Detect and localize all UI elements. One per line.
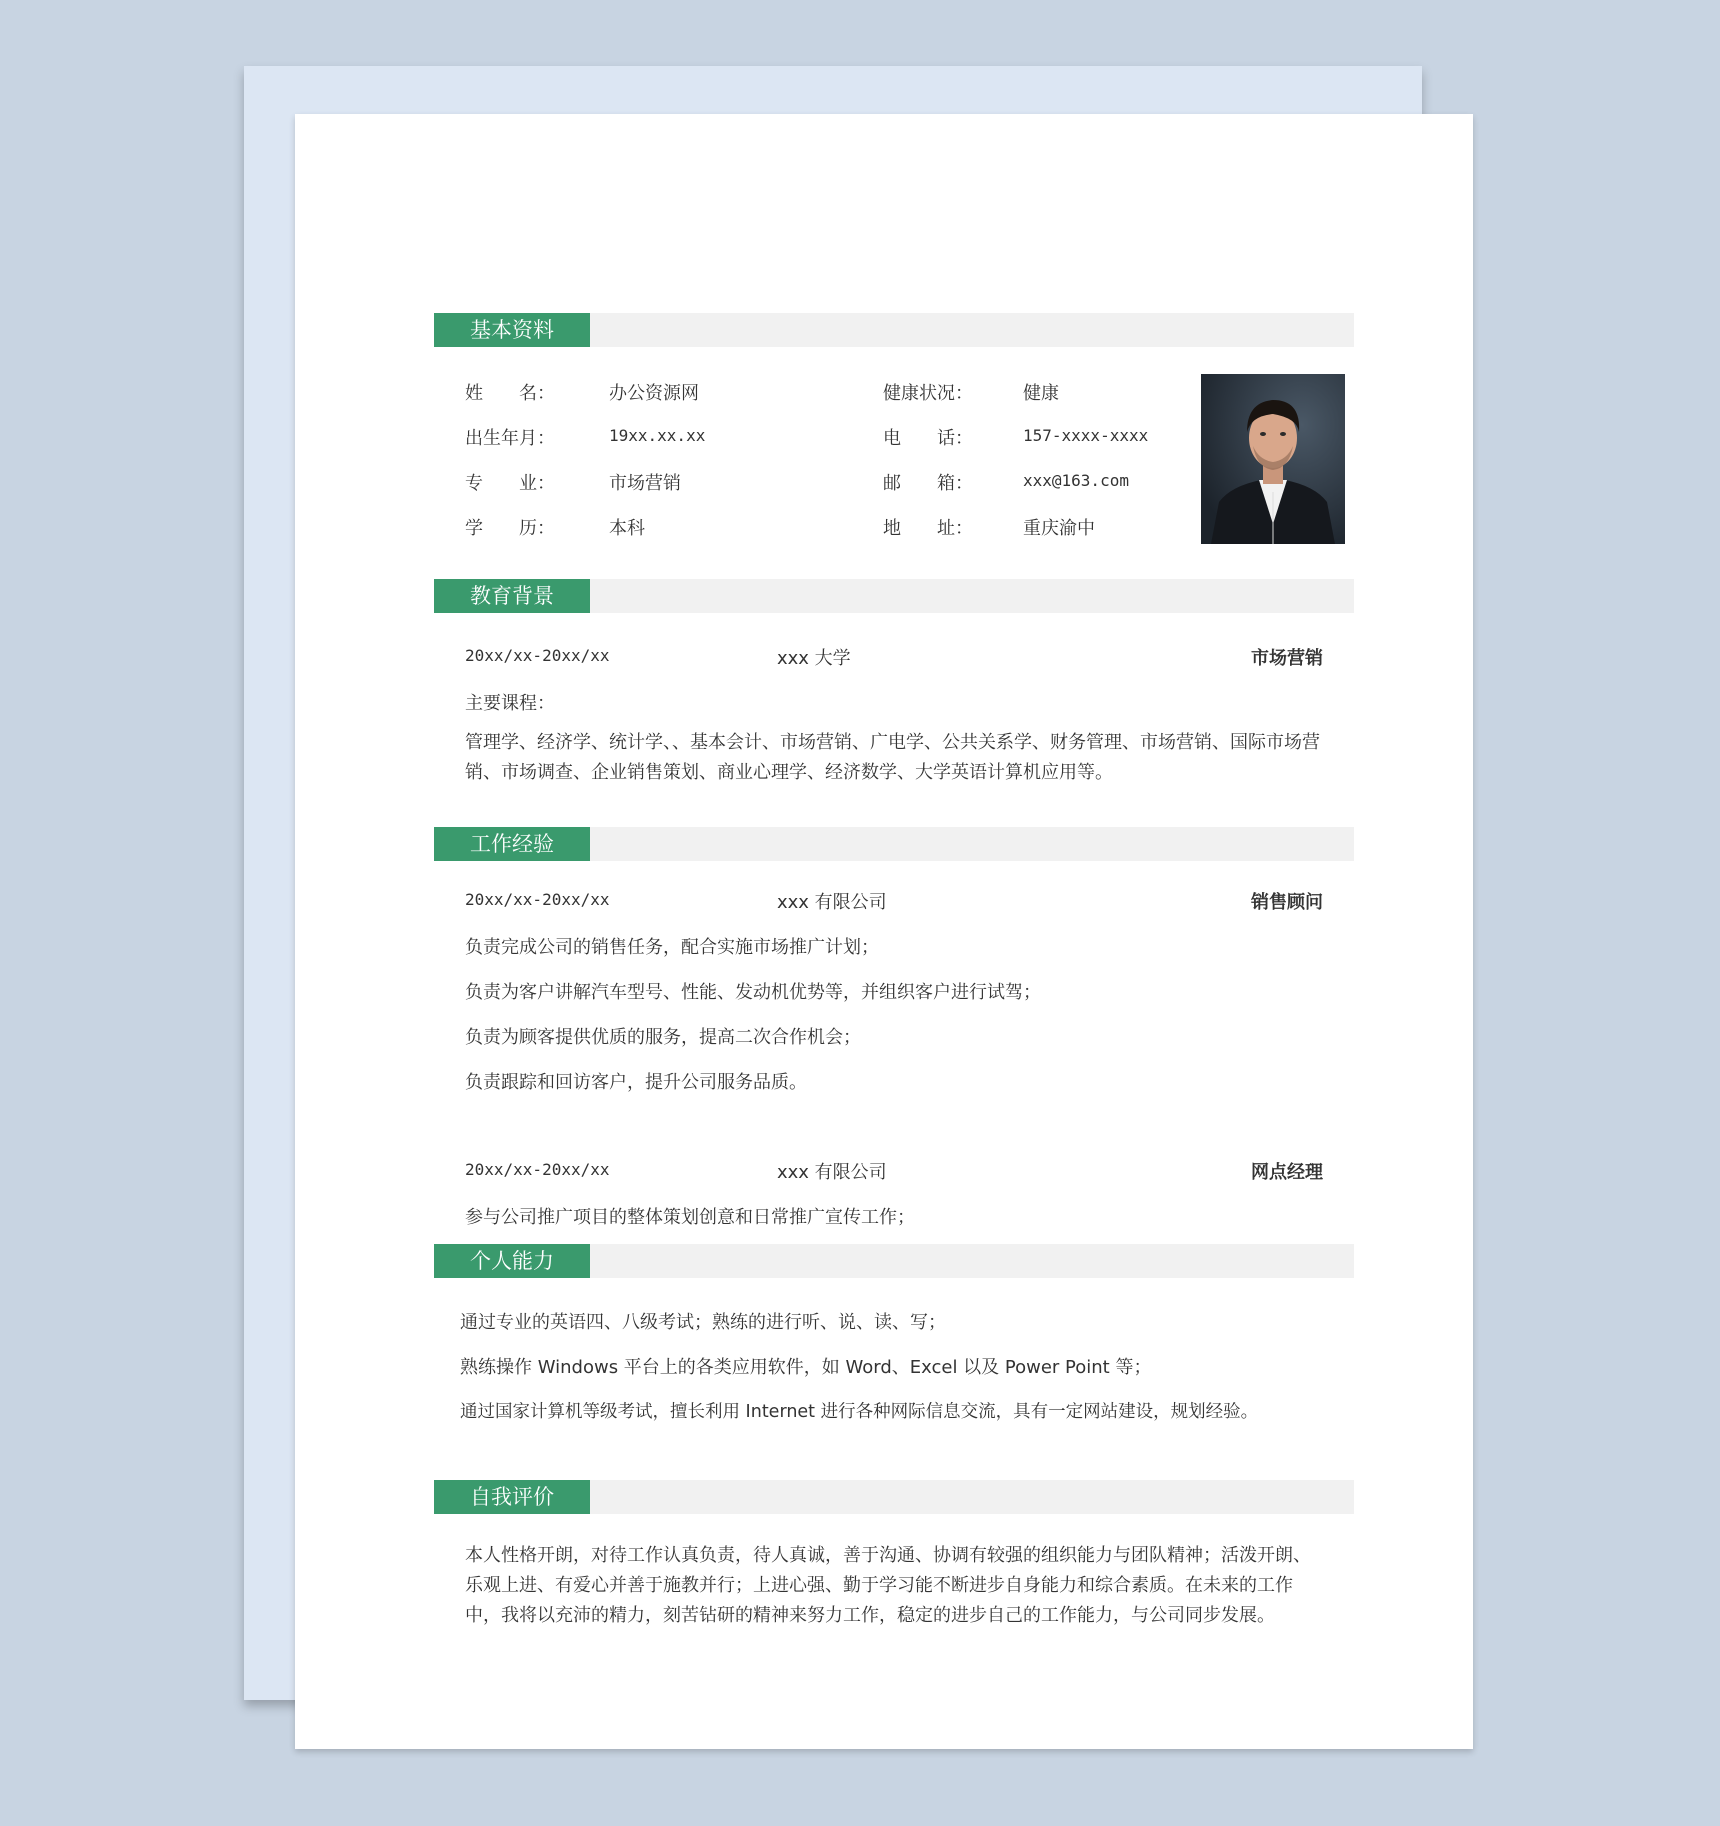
section-title: 教育背景 — [434, 579, 590, 613]
self-evaluation-text: 本人性格开朗，对待工作认真负责，待人真诚，善于沟通、协调有较强的组织能力与团队精神；活泼开朗、乐观上进、有爱心并善于施教并行；上进心强、勤于学习能不断进步自身能力和综合素质。在未来的工作中，我将以充沛的精力，刻苦钻研的精神来努力工作，稳定的进步自己的工作能力，与公司同步发展。 — [465, 1545, 1311, 1626]
section-basic-header — [434, 313, 1354, 347]
degree-value: 本科 — [609, 518, 645, 539]
work-period: 20xx/xx-20xx/xx — [465, 1160, 610, 1179]
section-title: 自我评价 — [434, 1480, 590, 1514]
skill-item: 熟练操作 Windows 平台上的各类应用软件，如 Word、Excel 以及 Power Point 等； — [460, 1357, 1152, 1378]
work-duty: 负责跟踪和回访客户，提升公司服务品质。 — [465, 1072, 807, 1093]
major-value: 市场营销 — [609, 473, 681, 494]
work-duty: 负责为顾客提供优质的服务，提高二次合作机会； — [465, 1027, 861, 1048]
skill-item: 通过专业的英语四、八级考试；熟练的进行听、说、读、写； — [460, 1312, 946, 1333]
email-label: 邮 箱： — [883, 473, 973, 494]
work-role: 网点经理 — [1251, 1162, 1323, 1183]
resume-page — [295, 114, 1473, 1749]
section-self-header — [434, 1480, 1354, 1514]
work-period: 20xx/xx-20xx/xx — [465, 890, 610, 909]
work-company: xxx 有限公司 — [777, 1162, 887, 1183]
address-value: 重庆渝中 — [1023, 518, 1095, 539]
birth-label: 出生年月： — [465, 428, 555, 449]
section-work-header — [434, 827, 1354, 861]
name-value: 办公资源网 — [609, 383, 699, 404]
address-label: 地 址： — [883, 518, 973, 539]
major-label: 专 业： — [465, 473, 555, 494]
work-duty: 负责为客户讲解汽车型号、性能、发动机优势等，并组织客户进行试驾； — [465, 982, 1041, 1003]
phone-label: 电 话： — [883, 428, 973, 449]
courses-text: 管理学、经济学、统计学、、基本会计、市场营销、广电学、公共关系学、财务管理、市场营销、国际市场营销、市场调查、企业销售策划、商业心理学、经济数学、大学英语计算机应用等。 — [465, 732, 1320, 783]
education-period: 20xx/xx-20xx/xx — [465, 646, 610, 665]
courses-label: 主要课程： — [465, 693, 555, 714]
email-value: xxx@163.com — [1023, 471, 1129, 490]
work-duty: 参与公司推广项目的整体策划创意和日常推广宣传工作； — [465, 1207, 915, 1228]
name-label: 姓 名： — [465, 383, 555, 404]
education-school: xxx 大学 — [777, 648, 851, 669]
section-education-header — [434, 579, 1354, 613]
work-role: 销售顾问 — [1251, 892, 1323, 913]
avatar — [1201, 374, 1345, 544]
portrait-icon — [1201, 374, 1345, 544]
degree-label: 学 历： — [465, 518, 555, 539]
work-duty: 负责完成公司的销售任务，配合实施市场推广计划； — [465, 937, 879, 958]
health-value: 健康 — [1023, 383, 1059, 404]
section-title: 个人能力 — [434, 1244, 590, 1278]
work-company: xxx 有限公司 — [777, 892, 887, 913]
health-label: 健康状况： — [883, 383, 973, 404]
phone-value: 157-xxxx-xxxx — [1023, 426, 1149, 445]
section-title: 基本资料 — [434, 313, 590, 347]
section-title: 工作经验 — [434, 827, 590, 861]
skill-item: 通过国家计算机等级考试，擅长利用 Internet 进行各种网际信息交流，具有一定网站建设，规划经验。 — [460, 1402, 1259, 1422]
section-skills-header — [434, 1244, 1354, 1278]
education-major: 市场营销 — [1251, 648, 1323, 669]
birth-value: 19xx.xx.xx — [609, 426, 706, 445]
